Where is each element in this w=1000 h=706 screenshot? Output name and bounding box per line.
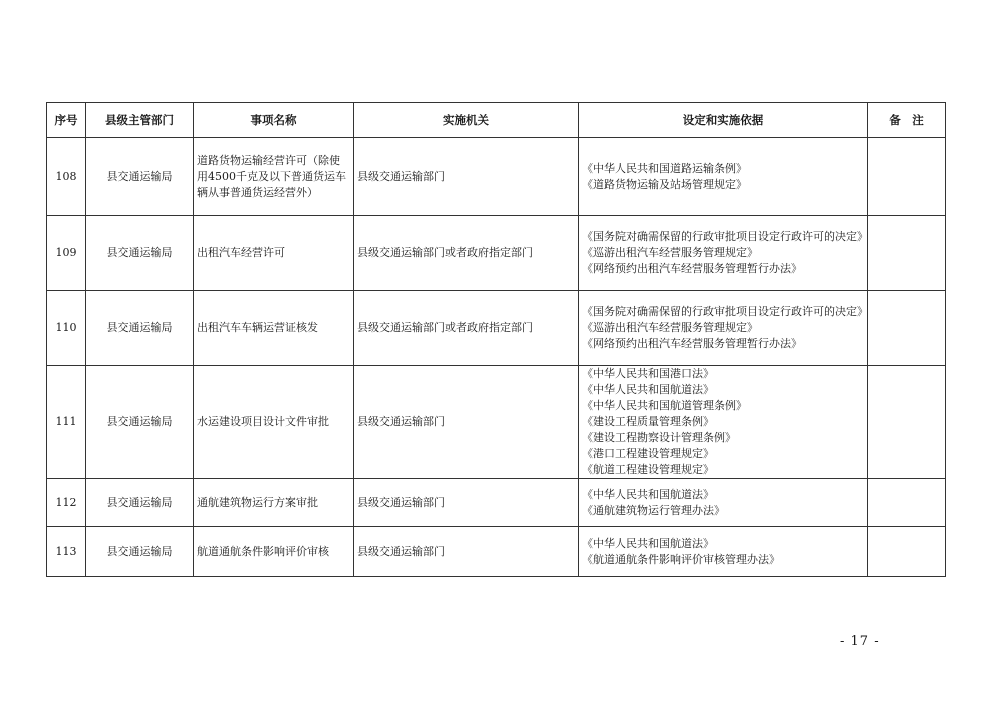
header-seq: 序号 [47, 103, 86, 138]
basis-line: 《通航建筑物运行管理办法》 [582, 503, 725, 517]
header-dept: 县级主管部门 [86, 103, 194, 138]
basis-line: 《建设工程质量管理条例》 [582, 415, 714, 428]
table-row [47, 291, 946, 366]
cell-note [868, 479, 946, 527]
basis-line: 《建设工程勘察设计管理条例》 [582, 431, 736, 444]
table-row [47, 366, 946, 479]
basis-line: 《中华人民共和国港口法》 [582, 367, 714, 380]
cell-agency: 县级交通运输部门 [354, 138, 579, 216]
basis-line: 《航道工程建设管理规定》 [582, 463, 714, 476]
cell-agency: 县级交通运输部门或者政府指定部门 [354, 216, 579, 291]
basis-line: 《中华人民共和国航道法》 [582, 383, 714, 396]
cell-item: 出租汽车经营许可 [194, 216, 354, 291]
cell-note [868, 527, 946, 577]
basis-line: 《网络预约出租汽车经营服务管理暂行办法》 [582, 337, 802, 350]
cell-basis [579, 291, 868, 366]
page-number: - 17 - [840, 634, 880, 649]
cell-item: 出租汽车车辆运营证核发 [194, 291, 354, 366]
table-header-row [47, 103, 946, 138]
cell-item: 道路货物运输经营许可（除使用4500千克及以下普通货运车辆从事普通货运经营外） [194, 138, 354, 216]
basis-line: 《国务院对确需保留的行政审批项目设定行政许可的决定》 [582, 305, 868, 318]
table-row [47, 216, 946, 291]
basis-line: 《网络预约出租汽车经营服务管理暂行办法》 [582, 262, 802, 275]
cell-dept: 县交通运输局 [86, 138, 194, 216]
cell-dept: 县交通运输局 [86, 527, 194, 577]
cell-item: 航道通航条件影响评价审核 [194, 527, 354, 577]
cell-item: 水运建设项目设计文件审批 [194, 366, 354, 479]
cell-note [868, 366, 946, 479]
cell-seq: 111 [47, 366, 86, 479]
permit-table [46, 102, 946, 577]
cell-seq: 112 [47, 479, 86, 527]
cell-agency: 县级交通运输部门 [354, 527, 579, 577]
cell-note [868, 138, 946, 216]
basis-line: 《航道通航条件影响评价审核管理办法》 [582, 552, 780, 566]
cell-dept: 县交通运输局 [86, 366, 194, 479]
cell-basis [579, 527, 868, 577]
header-item: 事项名称 [194, 103, 354, 138]
cell-dept: 县交通运输局 [86, 479, 194, 527]
cell-dept: 县交通运输局 [86, 291, 194, 366]
cell-item: 通航建筑物运行方案审批 [194, 479, 354, 527]
basis-line: 《中华人民共和国航道法》 [582, 487, 714, 501]
cell-agency: 县级交通运输部门 [354, 366, 579, 479]
cell-basis [579, 366, 868, 479]
cell-seq: 110 [47, 291, 86, 366]
cell-seq: 108 [47, 138, 86, 216]
basis-line: 《中华人民共和国道路运输条例》 [582, 161, 747, 175]
basis-line: 《中华人民共和国航道法》 [582, 536, 714, 550]
cell-agency: 县级交通运输部门或者政府指定部门 [354, 291, 579, 366]
basis-line: 《港口工程建设管理规定》 [582, 447, 714, 460]
basis-line: 《巡游出租汽车经营服务管理规定》 [582, 246, 758, 259]
cell-basis [579, 479, 868, 527]
cell-seq: 109 [47, 216, 86, 291]
cell-note [868, 291, 946, 366]
basis-line: 《道路货物运输及站场管理规定》 [582, 177, 747, 191]
header-basis: 设定和实施依据 [579, 103, 868, 138]
table-row [47, 479, 946, 527]
cell-basis [579, 138, 868, 216]
header-note: 备 注 [868, 103, 946, 138]
table-row [47, 138, 946, 216]
table-row [47, 527, 946, 577]
basis-line: 《国务院对确需保留的行政审批项目设定行政许可的决定》 [582, 230, 868, 243]
basis-line: 《中华人民共和国航道管理条例》 [582, 399, 747, 412]
cell-basis [579, 216, 868, 291]
basis-line: 《巡游出租汽车经营服务管理规定》 [582, 321, 758, 334]
cell-seq: 113 [47, 527, 86, 577]
cell-dept: 县交通运输局 [86, 216, 194, 291]
header-agency: 实施机关 [354, 103, 579, 138]
cell-note [868, 216, 946, 291]
cell-agency: 县级交通运输部门 [354, 479, 579, 527]
